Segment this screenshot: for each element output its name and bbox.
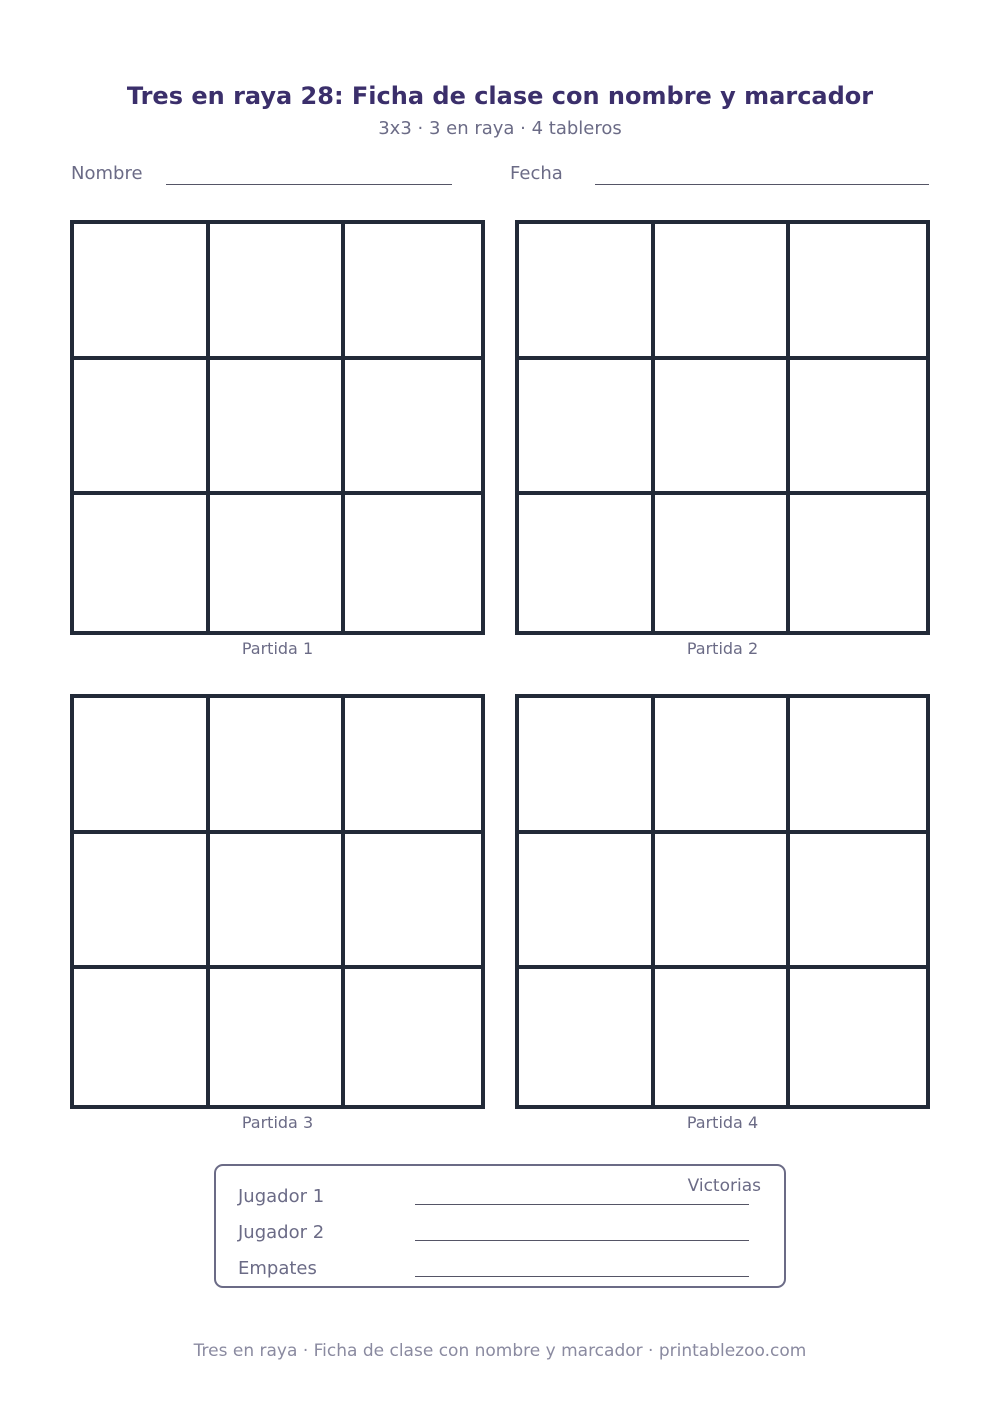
board-cell[interactable] [655,698,791,834]
board-cell[interactable] [655,495,791,631]
board-4[interactable] [515,694,930,1109]
score-field-player-1[interactable] [415,1204,749,1205]
board-cell[interactable] [519,495,655,631]
name-field[interactable] [166,184,452,185]
score-field-ties[interactable] [415,1276,749,1277]
board-cell[interactable] [655,969,791,1105]
board-3-label: Partida 3 [241,1113,314,1132]
page-subtitle: 3x3 · 3 en raya · 4 tableros [378,118,622,139]
board-cell[interactable] [790,834,926,970]
board-cell[interactable] [519,224,655,360]
board-cell[interactable] [519,360,655,496]
board-cell[interactable] [790,224,926,360]
board-3[interactable] [70,694,485,1109]
board-cell[interactable] [790,969,926,1105]
board-cell[interactable] [210,495,346,631]
board-cell[interactable] [74,969,210,1105]
board-2[interactable] [515,220,930,635]
board-cell[interactable] [74,834,210,970]
board-cell[interactable] [345,495,481,631]
board-cell[interactable] [74,495,210,631]
board-cell[interactable] [345,360,481,496]
board-cell[interactable] [345,224,481,360]
board-1-label: Partida 1 [241,639,314,658]
score-label-ties: Empates [238,1258,317,1279]
board-cell[interactable] [655,224,791,360]
board-4-label: Partida 4 [686,1113,759,1132]
board-cell[interactable] [74,224,210,360]
board-cell[interactable] [790,360,926,496]
board-1[interactable] [70,220,485,635]
board-cell[interactable] [519,698,655,834]
score-label-player-2: Jugador 2 [238,1222,325,1243]
board-cell[interactable] [655,834,791,970]
board-cell[interactable] [210,698,346,834]
board-cell[interactable] [210,969,346,1105]
page-footer: Tres en raya · Ficha de clase con nombre y marcador · printablezoo.com [193,1341,807,1361]
date-field[interactable] [595,184,929,185]
board-cell[interactable] [519,969,655,1105]
page-title: Tres en raya 28: Ficha de clase con nombre y marcador [126,82,874,110]
scoreboard-header-wins: Victorias [687,1176,761,1196]
board-cell[interactable] [345,834,481,970]
date-label: Fecha [510,163,563,184]
board-cell[interactable] [74,698,210,834]
board-cell[interactable] [210,360,346,496]
board-2-label: Partida 2 [686,639,759,658]
board-cell[interactable] [210,834,346,970]
name-label: Nombre [71,163,143,184]
scoreboard [214,1164,786,1288]
board-cell[interactable] [790,698,926,834]
board-cell[interactable] [345,698,481,834]
score-label-player-1: Jugador 1 [238,1186,325,1207]
board-cell[interactable] [655,360,791,496]
board-cell[interactable] [210,224,346,360]
board-cell[interactable] [345,969,481,1105]
board-cell[interactable] [790,495,926,631]
score-field-player-2[interactable] [415,1240,749,1241]
board-cell[interactable] [519,834,655,970]
board-cell[interactable] [74,360,210,496]
